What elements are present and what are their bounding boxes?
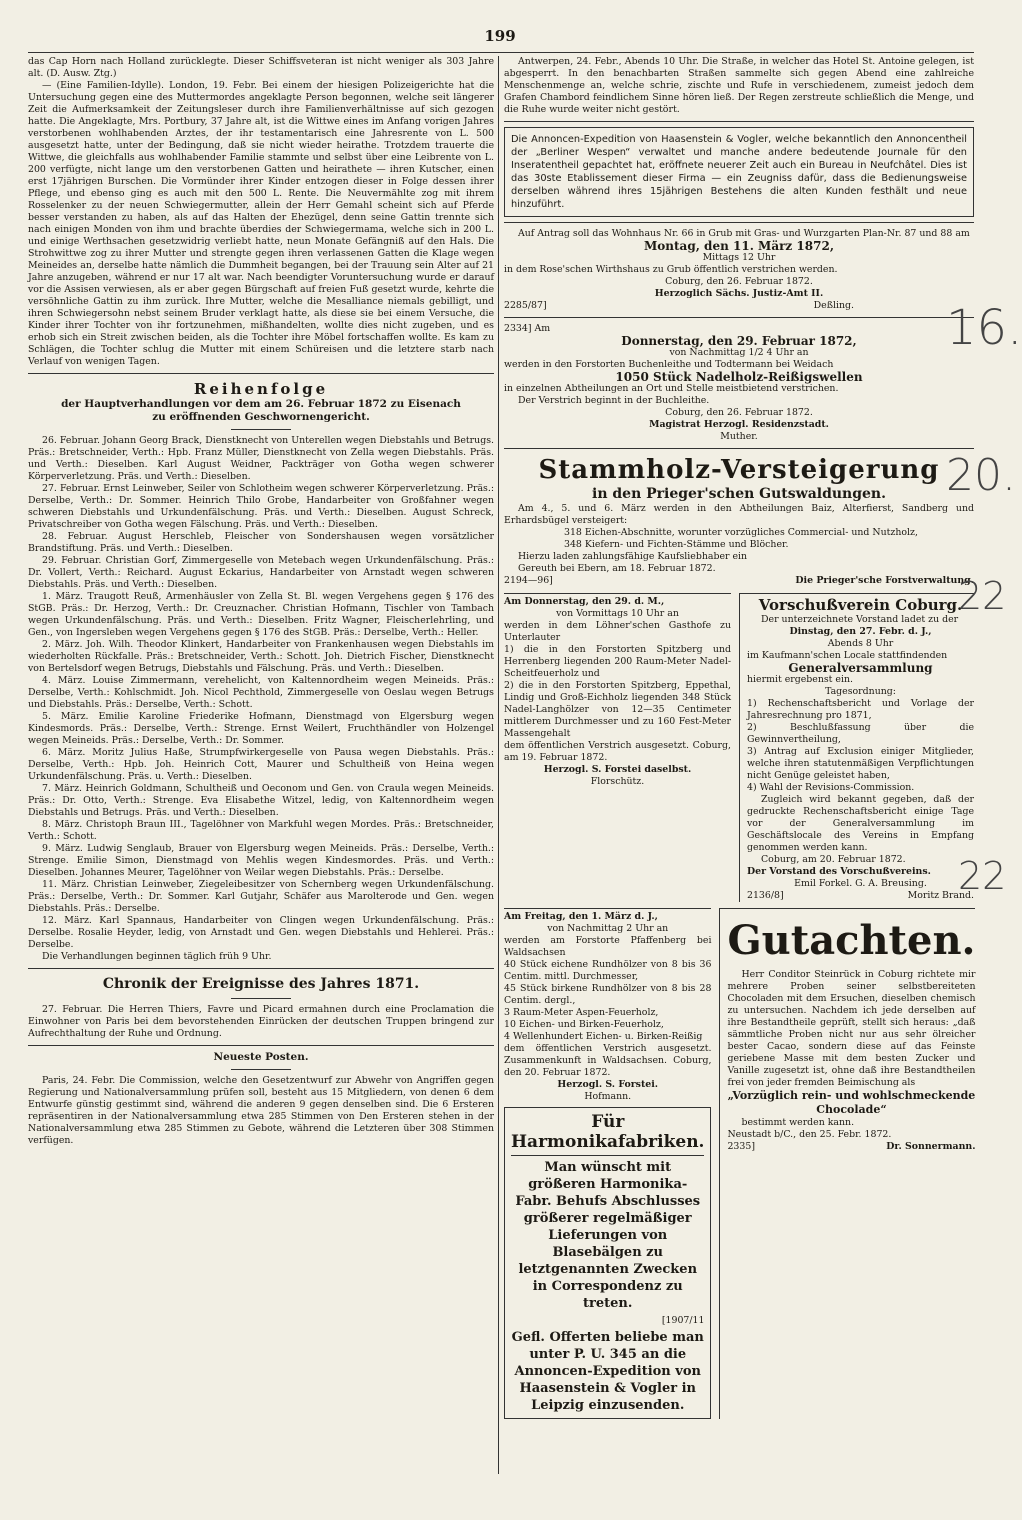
wohnhaus-place: Coburg, den 26. Februar 1872. <box>665 276 813 287</box>
stammholz-ad <box>504 454 974 587</box>
forst2-item: 4 Wellenhundert Eichen- u. Birken-Reißig <box>504 1031 703 1042</box>
annonce-box <box>504 127 974 217</box>
wohnhaus-text-1: Auf Antrag soll das Wohnhaus Nr. 66 in Grub mit Gras- und Wurzgarten Plan-Nr. 87 und 88 am <box>518 228 970 239</box>
trial-entry: 26. Februar. Johann Georg Brack, Dienstknecht von Unterellen wegen Diebstahls und Betrugs. Präs.: Bretschneider, Verth.: Hpb. Franz Müller, Dienstknecht von Zella wegen Diebstahls. Präs. und Verth.: Dieselben. Karl August Weidner, Packträger von Gotha wegen schwerer Körperverletzung. Präs. und Verth.: Dieselben. <box>28 435 494 482</box>
vorschuss-agenda-title: Tagesordnung: <box>825 686 896 697</box>
vorschuss-agenda-item: 1) Rechenschaftsbericht und Vorlage der Jahresrechnung pro 1871, <box>747 698 974 721</box>
trial-entry: 9. März. Ludwig Senglaub, Brauer von Elgersburg wegen Meineids. Präs.: Derselbe, Verth.: Strenge. Emilie Simon, Dienstmagd von Mehlis wegen Kindesmordes. Präs. und Verth.: Dieselben. Johannes Meurer, Tagelöhner von Weilar wegen Diebstahls. Präs.: Derselbe. <box>28 843 494 878</box>
reihenfolge-title: Reihenfolge <box>193 380 329 398</box>
vorschuss-agenda-item: 4) Wahl der Revisions-Commission. <box>747 782 915 793</box>
divider <box>231 1069 291 1070</box>
stammholz-signature: Die Prieger'sche Forstverwaltung. <box>795 575 974 586</box>
harmonika-number: [1907/11 <box>661 1315 705 1326</box>
donnerstag-signature: Magistrat Herzogl. Residenzstadt. <box>649 419 829 430</box>
stammholz-subtitle: in den Prieger'schen Gutswaldungen. <box>592 486 886 502</box>
forst2-end: dem öffentlichen Verstrich ausgesetzt. Zusammenkunft in Waldsachsen. Coburg, den 20. Februar 1872. <box>504 1043 712 1078</box>
wohnhaus-footer <box>504 300 974 312</box>
gutachten-footer <box>727 1141 975 1153</box>
forst1-text: werden in dem Löhner'schen Gasthofe zu Unterlauter <box>504 620 731 643</box>
forst2-item: 3 Raum-Meter Aspen-Feuerholz, <box>504 1007 659 1018</box>
wohnhaus-time: Mittags 12 Uhr <box>702 252 776 263</box>
vorschuss-date: Dinstag, den 27. Febr. d. J., <box>789 626 932 637</box>
forst2-name: Hofmann. <box>584 1091 632 1102</box>
stammholz-text-2: 318 Eichen-Abschnitte, worunter vorzügliches Commercial- und Nutzholz, <box>564 527 918 538</box>
trial-entry: Die Verhandlungen beginnen täglich früh 9 Uhr. <box>42 951 272 962</box>
forst2-heading: Am Freitag, den 1. März d. J., <box>504 911 658 922</box>
page-number: 199 <box>484 27 516 45</box>
annonce-text: Die Annoncen-Expedition von Haasenstein & Vogler, welche bekanntlich den Annoncentheil der „Berliner Wespen“ verwaltet und manche andere bedeutende Journale für den Inseratentheil gepachtet hat, eröffnete neuerer Zeit auch ein Bureau in Neufchâtel. Dies ist das 30ste Etablissement dieser Firma — ein Zeugniss dafür, dass die Bedienungsweise derselben während ihres 15jährigen Bestehens die alten Kunden festhält und neue hinzuführt. <box>511 134 967 210</box>
trial-entry: 27. Februar. Ernst Leinweber, Seiler von Schlotheim wegen schwerer Körperverletzung. Präs.: Derselbe, Verth.: Dr. Sommer. Heinrich Thilo Grobe, Handarbeiter von Großfahner wegen schweren Diebstahls und Urkundenfälschung. Präs. und Verth.: Dieselben. August Schreck, Privatschreiber von Gotha wegen Fälschung. Präs. und Verth.: Dieselben. <box>28 483 494 530</box>
ads-row-1 <box>504 593 974 902</box>
donnerstag-ad <box>504 323 974 443</box>
stammholz-title: Stammholz-Versteigerung <box>538 455 940 485</box>
stammholz-text-3: 348 Kiefern- und Fichten-Stämme und Blöcher. <box>564 539 789 550</box>
family-idyll-article: — (Eine Familien-Idylle). London, 19. Febr. Bei einem der hiesigen Polizeigerichte hat die Untersuchung gegen eine des Muttermordes angeklagte Person begonnen, welche seit längerer Zeit die Aufmerksamkeit der Zeitungsleser durch ihre Familienverhältnisse auf sich gezogen hatte. Die Angeklagte, Mrs. Portbury, 37 Jahre alt, ist die Wittwe eines im Anfang vorigen Jahres verstorbenen wohlhabenden Arztes, der ihr testamentarisch eine Jahresrente von L. 500 ausgesetzt hatte, unter der Bedingung, daß sie nicht wieder heirathe. Trotzdem trauerte die Wittwe, die gleichfalls aus wohlhabender Familie stammte und selbst über eine Leibrente von L. 200 verfügte, nicht lange um den verstorbenen Gatten und heirathete — ihren Kutscher, einen erst 17jährigen Burschen. Die Vormünder ihrer Kinder entzogen dieser in Folge dessen ihrer Pflege, und ebenso ging es auch mit den 500 L. Rente. Die Neuvermählte zog mit ihrem Rosselenker zu der neuen Schwiegermutter, allein der Herr Gemahl scheint sich auf Pferde besser verstanden zu haben, als auf das Halten der Ehezügel, denn seine Gattin trennte sich nach einigen Monden von ihm und brachte überdies der Schwiegermama, welche sich in 200 L. und einige Werthsachen gesetzwidrig verliebt hatte, neun Monate Gefängniß auf den Hals. Die Strohwittwe zog zu ihrer Mutter und strengte gegen ihren verlassenen Gatten die Klage wegen Meineides an, derselbe hatte nämlich die Dummheit begangen, bei der Trauung sein Alter auf 21 Jahre anzugeben, während er nur 17 alt war. Nach beendigter Voruntersuchung wurde er darauf vor die Assisen verwiesen, als er aber gegen Bürgschaft auf freien Fuß gesetzt wurde, kehrte die versöhnliche Gattin zu ihm zurück. Ihre Mutter, welche die Mesalliance niemals gebilligt, und ihren Schwiegersohn nebst seinem Bruder verklagt hatte, als diese sie bei einem Versuche, die Kinder ihrer Tochter von ihr fortzunehmen, mißhandelten, wollte dies nicht zugeben, und es erhob sich ein Streit zwischen beiden, als die Tochter ihre Möbel fortschaffen wollte. Es kam zu Schlägen, die Tochter schlug die Mutter mit einem Schüreisen und die letztere starb nach Verlauf von wenigen Tagen. <box>28 80 494 367</box>
chronik-text: 27. Februar. Die Herren Thiers, Favre und Picard ermahnen durch eine Proclamation die Einwohner von Paris bei dem bevorstehenden Einrücken der deutschen Truppen bringend zur Aufrechthaltung der Ruhe und Ordnung. <box>28 1004 494 1039</box>
forst2-signature: Herzogl. S. Forstei. <box>557 1079 659 1090</box>
wohnhaus-text-2: in dem Rose'schen Wirthshaus zu Grub öffentlich verstrichen werden. <box>504 264 838 275</box>
trial-entry: 8. März. Christoph Braun III., Tagelöhner von Markfuhl wegen Mordes. Präs.: Bretschneider, Verth.: Schott. <box>28 819 494 842</box>
donnerstag-text-1: werden in den Forstorten Buchenleithe und Todtermann bei Weidach <box>504 359 834 370</box>
harmonika-title: Für Harmonikafabriken. <box>511 1112 704 1156</box>
chronik-title: Chronik der Ereignisse des Jahres 1871. <box>102 976 420 992</box>
donnerstag-text-2: in einzelnen Abtheilungen an Ort und Stelle meistbietend verstrichen. <box>504 383 839 394</box>
gutachten-title: Gutachten. <box>727 917 976 964</box>
donnerstag-text-3: Der Verstrich beginnt in der Buchleithe. <box>518 395 710 406</box>
handwritten-annotation: 20. <box>946 450 1016 501</box>
post-text: Paris, 24. Febr. Die Commission, welche den Gesetzentwurf zur Abwehr von Angriffen gegen Regierung und Nationalversammlung prüfen soll, besteht aus 15 Mitgliedern, von denen 6 dem Entwurfe günstig gestimmt sind, während die anderen 9 gegen denselben sind. Die 6 Ersteren repräsentiren in der Nationalversammlung etwa 285 Stimmen von Den Ersteren stehen in der Nationalversammlung etwa 285 Stimmen zu Gebote, während die Letzteren über 308 Stimmen verfügen. <box>28 1075 494 1146</box>
gutachten-text: Herr Conditor Steinrück in Coburg richtete mir mehrere Proben seiner selbstbereiteten Chocoladen mit dem Ersuchen, dieselben chemisch zu untersuchen. Nachdem ich jede derselben auf ihre Bestandtheile geprüft, stellt sich heraus: „daß sämmtliche Proben nicht nur aus sehr ölreicher bester Cacao, sondern diese auf das Feinste geriebene Masse mit dem besten Zucker und Vanille zugesetzt ist, ohne daß ihre Bestandtheilen frei von jeder fremden Beimischung als <box>727 969 976 1088</box>
trial-entry: 28. Februar. August Herschleb, Fleischer von Sondershausen wegen vorsätzlicher Brandstiftung. Präs. und Verth.: Dieselben. <box>28 531 494 554</box>
vorschuss-place: Coburg, am 20. Februar 1872. <box>761 854 906 865</box>
gutachten-signature: Dr. Sonnermann. <box>886 1141 976 1152</box>
divider <box>231 998 291 999</box>
forst2-time: von Nachmittag 2 Uhr an <box>547 923 669 934</box>
right-column <box>504 56 974 1419</box>
forst2-item: 40 Stück eichene Rundhölzer von 8 bis 36 Centim. mittl. Durchmesser, <box>504 959 712 982</box>
donnerstag-number: 2334] Am <box>504 323 551 334</box>
trial-entry: 5. März. Emilie Karoline Friederike Hofmann, Dienstmagd von Elgersburg wegen Kindesmords. Präs.: Derselbe, Verth.: Strenge. Ernst Weilert, Fruchthändler von Holzengel wegen Meineids. Präs.: Derselbe, Verth.: Dr. Sommer. <box>28 711 494 746</box>
divider <box>504 121 974 122</box>
stammholz-text-1: Am 4., 5. und 6. März werden in den Abtheilungen Baiz, Alterfierst, Sandberg und Erhardsbügel versteigert: <box>504 503 974 526</box>
handwritten-annotation: 22 <box>958 574 1007 618</box>
vorschuss-agenda-item: 3) Antrag auf Exclusion einiger Mitglieder, welche ihren statutenmäßigen Verpflichtungen nicht Genüge geleistet haben, <box>747 746 974 781</box>
trial-entry: 1. März. Traugott Reuß, Armenhäusler von Zella St. Bl. wegen Vergehens gegen § 176 des StGB. Präs.: Dr. Herzog, Verth.: Dr. Creuznacher. Christian Hofmann, Tischler von Tambach wegen Urkundenfälschung. Präs. und Verth.: Dieselben. Fritz Wagner, Fleischerlehrling, und Gen., von Ingersleben wegen Vergehens gegen § 176 des StGB. Präs.: Derselbe, Verth.: Heller. <box>28 591 494 638</box>
wohnhaus-name: Deßling. <box>813 300 854 311</box>
divider <box>28 1045 494 1046</box>
gutachten-number: 2335] <box>727 1141 755 1152</box>
forst2-item: 45 Stück birkene Rundhölzer von 8 bis 28 Centim. dergl., <box>504 983 712 1006</box>
forst2-item: 10 Eichen- und Birken-Feuerholz, <box>504 1019 664 1030</box>
gutachten-quote: „Vorzüglich rein- und wohlschmeckende Chocolade“ <box>727 1089 976 1116</box>
top-rule <box>28 52 974 53</box>
forst1-signature: Herzogl. S. Forstei daselbst. <box>543 764 692 775</box>
vorschuss-time: Abends 8 Uhr <box>827 638 894 649</box>
trial-list <box>28 435 494 963</box>
vorschuss-generalversammlung: Generalversammlung <box>788 661 933 675</box>
divider <box>28 373 494 374</box>
donnerstag-item: 1050 Stück Nadelholz-Reißigswellen <box>615 370 863 384</box>
trial-entry: 4. März. Louise Zimmermann, verehelicht, von Kaltennordheim wegen Meineids. Präs.: Derselbe, Verth.: Kohlschmidt. Joh. Nicol Pechthold, Zimmergeselle von Oeslau wegen Betrugs und Diebstahls. Präs.: Derselbe, Verth.: Schott. <box>28 675 494 710</box>
divider <box>231 429 291 430</box>
gutachten-place: Neustadt b/C., den 25. Febr. 1872. <box>727 1129 892 1140</box>
ads-row-2 <box>504 908 974 1419</box>
handwritten-annotation: 16. <box>946 300 1022 356</box>
forst1-ad <box>504 593 731 902</box>
vorschuss-signature: Der Vorstand des Vorschußvereins. <box>747 866 931 877</box>
vorschuss-text-3: hiermit ergebenst ein. <box>747 674 853 685</box>
vorschuss-names: Emil Forkel. G. A. Breusing. <box>794 878 927 889</box>
vorschuss-text-2: im Kaufmann'schen Locale stattfindenden <box>747 650 948 661</box>
divider <box>504 222 974 223</box>
forst1-end: dem öffentlichen Verstrich ausgesetzt. Coburg, am 19. Februar 1872. <box>504 740 731 763</box>
handwritten-annotation: 22 <box>958 854 1007 898</box>
post-title: Neueste Posten. <box>213 1051 309 1063</box>
vorschuss-number: 2136/8] <box>747 890 784 901</box>
vorschuss-text-4: Zugleich wird bekannt gegeben, daß der gedruckte Rechenschaftsbericht einige Tage vor der Generalversammlung im Geschäftslocale des Vereins in Empfang genommen werden kann. <box>747 794 974 853</box>
wohnhaus-ad <box>504 228 974 312</box>
harmonika-offer: Gefl. Offerten beliebe man unter P. U. 345 an die Annoncen-Expedition von Haasenstein & Vogler in Leipzig einzusenden. <box>511 1330 704 1413</box>
stammholz-number: 2194—96] <box>504 575 553 586</box>
stammholz-text-4: Hierzu laden zahlungsfähige Kaufsliebhaber ein <box>518 551 748 562</box>
vorschuss-title: Vorschußverein Coburg. <box>758 596 963 614</box>
trial-entry: 7. März. Heinrich Goldmann, Schultheiß und Oeconom und Gen. von Craula wegen Meineids. Präs.: Dr. Otto, Verth.: Strenge. Eva Elisabethe Witzel, ledig, von Kaltennordheim wegen Diebstahls und Betrugs. Präs. und Verth.: Dieselben. <box>28 783 494 818</box>
forst1-item: 2) die in den Forstorten Spitzberg, Eppethal, Lindig und Groß-Eichholz liegenden 348 Stück Nadel-Langhölzer von 12—35 Centimeter mittlerem Durchmesser und zu 160 Fest-Meter Massengehalt <box>504 680 731 739</box>
donnerstag-time: von Nachmittag 1/2 4 Uhr an <box>669 347 809 358</box>
trial-entry: 11. März. Christian Leinweber, Ziegeleibesitzer von Schernberg wegen Urkundenfälschung. Präs.: Derselbe, Verth.: Dr. Sommer. Karl Gutjahr, Schäfer aus Marolterode und Gen. wegen Diebstahls. Präs.: Derselbe. <box>28 879 494 914</box>
forst1-name: Florschütz. <box>590 776 645 787</box>
ship-article: das Cap Horn nach Holland zurücklegte. Dieser Schiffsveteran ist nicht weniger als 303 Jahre alt. (D. Ausw. Ztg.) <box>28 56 494 79</box>
donnerstag-date: Donnerstag, den 29. Februar 1872, <box>621 334 857 348</box>
vorschuss-agenda-item: 2) Beschlußfassung über die Gewinnvertheilung, <box>747 722 974 745</box>
forst1-heading: Am Donnerstag, den 29. d. M., <box>504 596 665 607</box>
forst1-item: 1) die in den Forstorten Spitzberg und Herrenberg liegenden 200 Raum-Meter Nadel-Scheitfeuerholz und <box>504 644 731 679</box>
donnerstag-place: Coburg, den 26. Februar 1872. <box>665 407 813 418</box>
divider <box>504 448 974 449</box>
left-column <box>28 56 494 1147</box>
wohnhaus-date: Montag, den 11. März 1872, <box>643 239 834 253</box>
gutachten-ad <box>719 908 975 1419</box>
trial-entry: 29. Februar. Christian Gorf, Zimmergeselle von Metebach wegen Urkundenfälschung. Präs.: Dr. Vollert, Verth.: Reichard. August Eckarius, Handarbeiter von Arnstadt wegen schweren Diebstahls. Präs. und Verth.: Dieselben. <box>28 555 494 590</box>
left-subcolumn <box>504 908 711 1419</box>
gutachten-text-3: bestimmt werden kann. <box>741 1117 855 1128</box>
divider <box>504 317 974 318</box>
trial-entry: 12. März. Karl Spannaus, Handarbeiter von Clingen wegen Urkundenfälschung. Präs.: Derselbe. Rosalie Heyder, ledig, von Arnstadt und Gen. wegen Diebstahls und Hehlerei. Präs.: Derselbe. <box>28 915 494 950</box>
donnerstag-name: Muther. <box>720 431 758 442</box>
column-divider <box>498 56 499 1474</box>
wohnhaus-signature: Herzoglich Sächs. Justiz-Amt II. <box>654 288 824 299</box>
divider <box>28 968 494 969</box>
stammholz-footer <box>504 575 974 587</box>
vorschuss-last-name: Moritz Brand. <box>907 890 974 901</box>
vorschuss-text-1: Der unterzeichnete Vorstand ladet zu der <box>761 614 959 625</box>
reihenfolge-subtitle-2: zu eröffnenden Geschwornengericht. <box>152 411 370 423</box>
forst1-time: von Vormittags 10 Uhr an <box>556 608 679 619</box>
reihenfolge-subtitle-1: der Hauptverhandlungen vor dem am 26. Februar 1872 zu Eisenach <box>61 398 461 410</box>
trial-entry: 2. März. Joh. Wilh. Theodor Klinkert, Handarbeiter von Frankenhausen wegen Diebstahls im wiederholten Rückfalle. Präs.: Bretschneider, Verth.: Schott. Joh. Dietrich Fischer, Dienstknecht von Bertelsdorf wegen Betrugs, Diebstahls und Fälschung. Präs. und Verth.: Dieselben. <box>28 639 494 674</box>
antwerpen-article: Antwerpen, 24. Febr., Abends 10 Uhr. Die Straße, in welcher das Hotel St. Antoine gelegen, ist abgesperrt. In den benachbarten Straßen sammelte sich gegen Abend eine zahlreiche Menschenmenge an, welche schrie, zischte und Rufe in verschiedenem, zumeist jedoch dem Grafen Chambord feindlichem Sinne hören ließ. Der Regen zerstreute schließlich die Menge, und die Ruhe wurde weiter nicht gestört. <box>504 56 974 115</box>
forst2-ad <box>504 911 711 1103</box>
harmonika-ad <box>504 1107 711 1419</box>
harmonika-text: Man wünscht mit größeren Harmonika-Fabr. Behufs Abschlusses größerer regelmäßiger Lieferungen von Blasebälgen zu letztgenannten Zwecken in Correspondenz zu treten. <box>515 1160 701 1311</box>
stammholz-text-5: Gereuth bei Ebern, am 18. Februar 1872. <box>518 563 716 574</box>
trial-entry: 6. März. Moritz Julius Haße, Strumpfwirkergeselle von Pausa wegen Diebstahls. Präs.: Derselbe, Verth.: Hpb. Joh. Heinrich Cott, Maurer und Schultheiß von Heina wegen Urkundenfälschung. Präs. u. Verth.: Dieselben. <box>28 747 494 782</box>
wohnhaus-number: 2285/87] <box>504 300 547 311</box>
vorschuss-footer <box>747 890 974 902</box>
forst2-text: werden am Forstorte Pfaffenberg bei Waldsachsen <box>504 935 712 958</box>
vorschuss-ad <box>739 593 974 902</box>
